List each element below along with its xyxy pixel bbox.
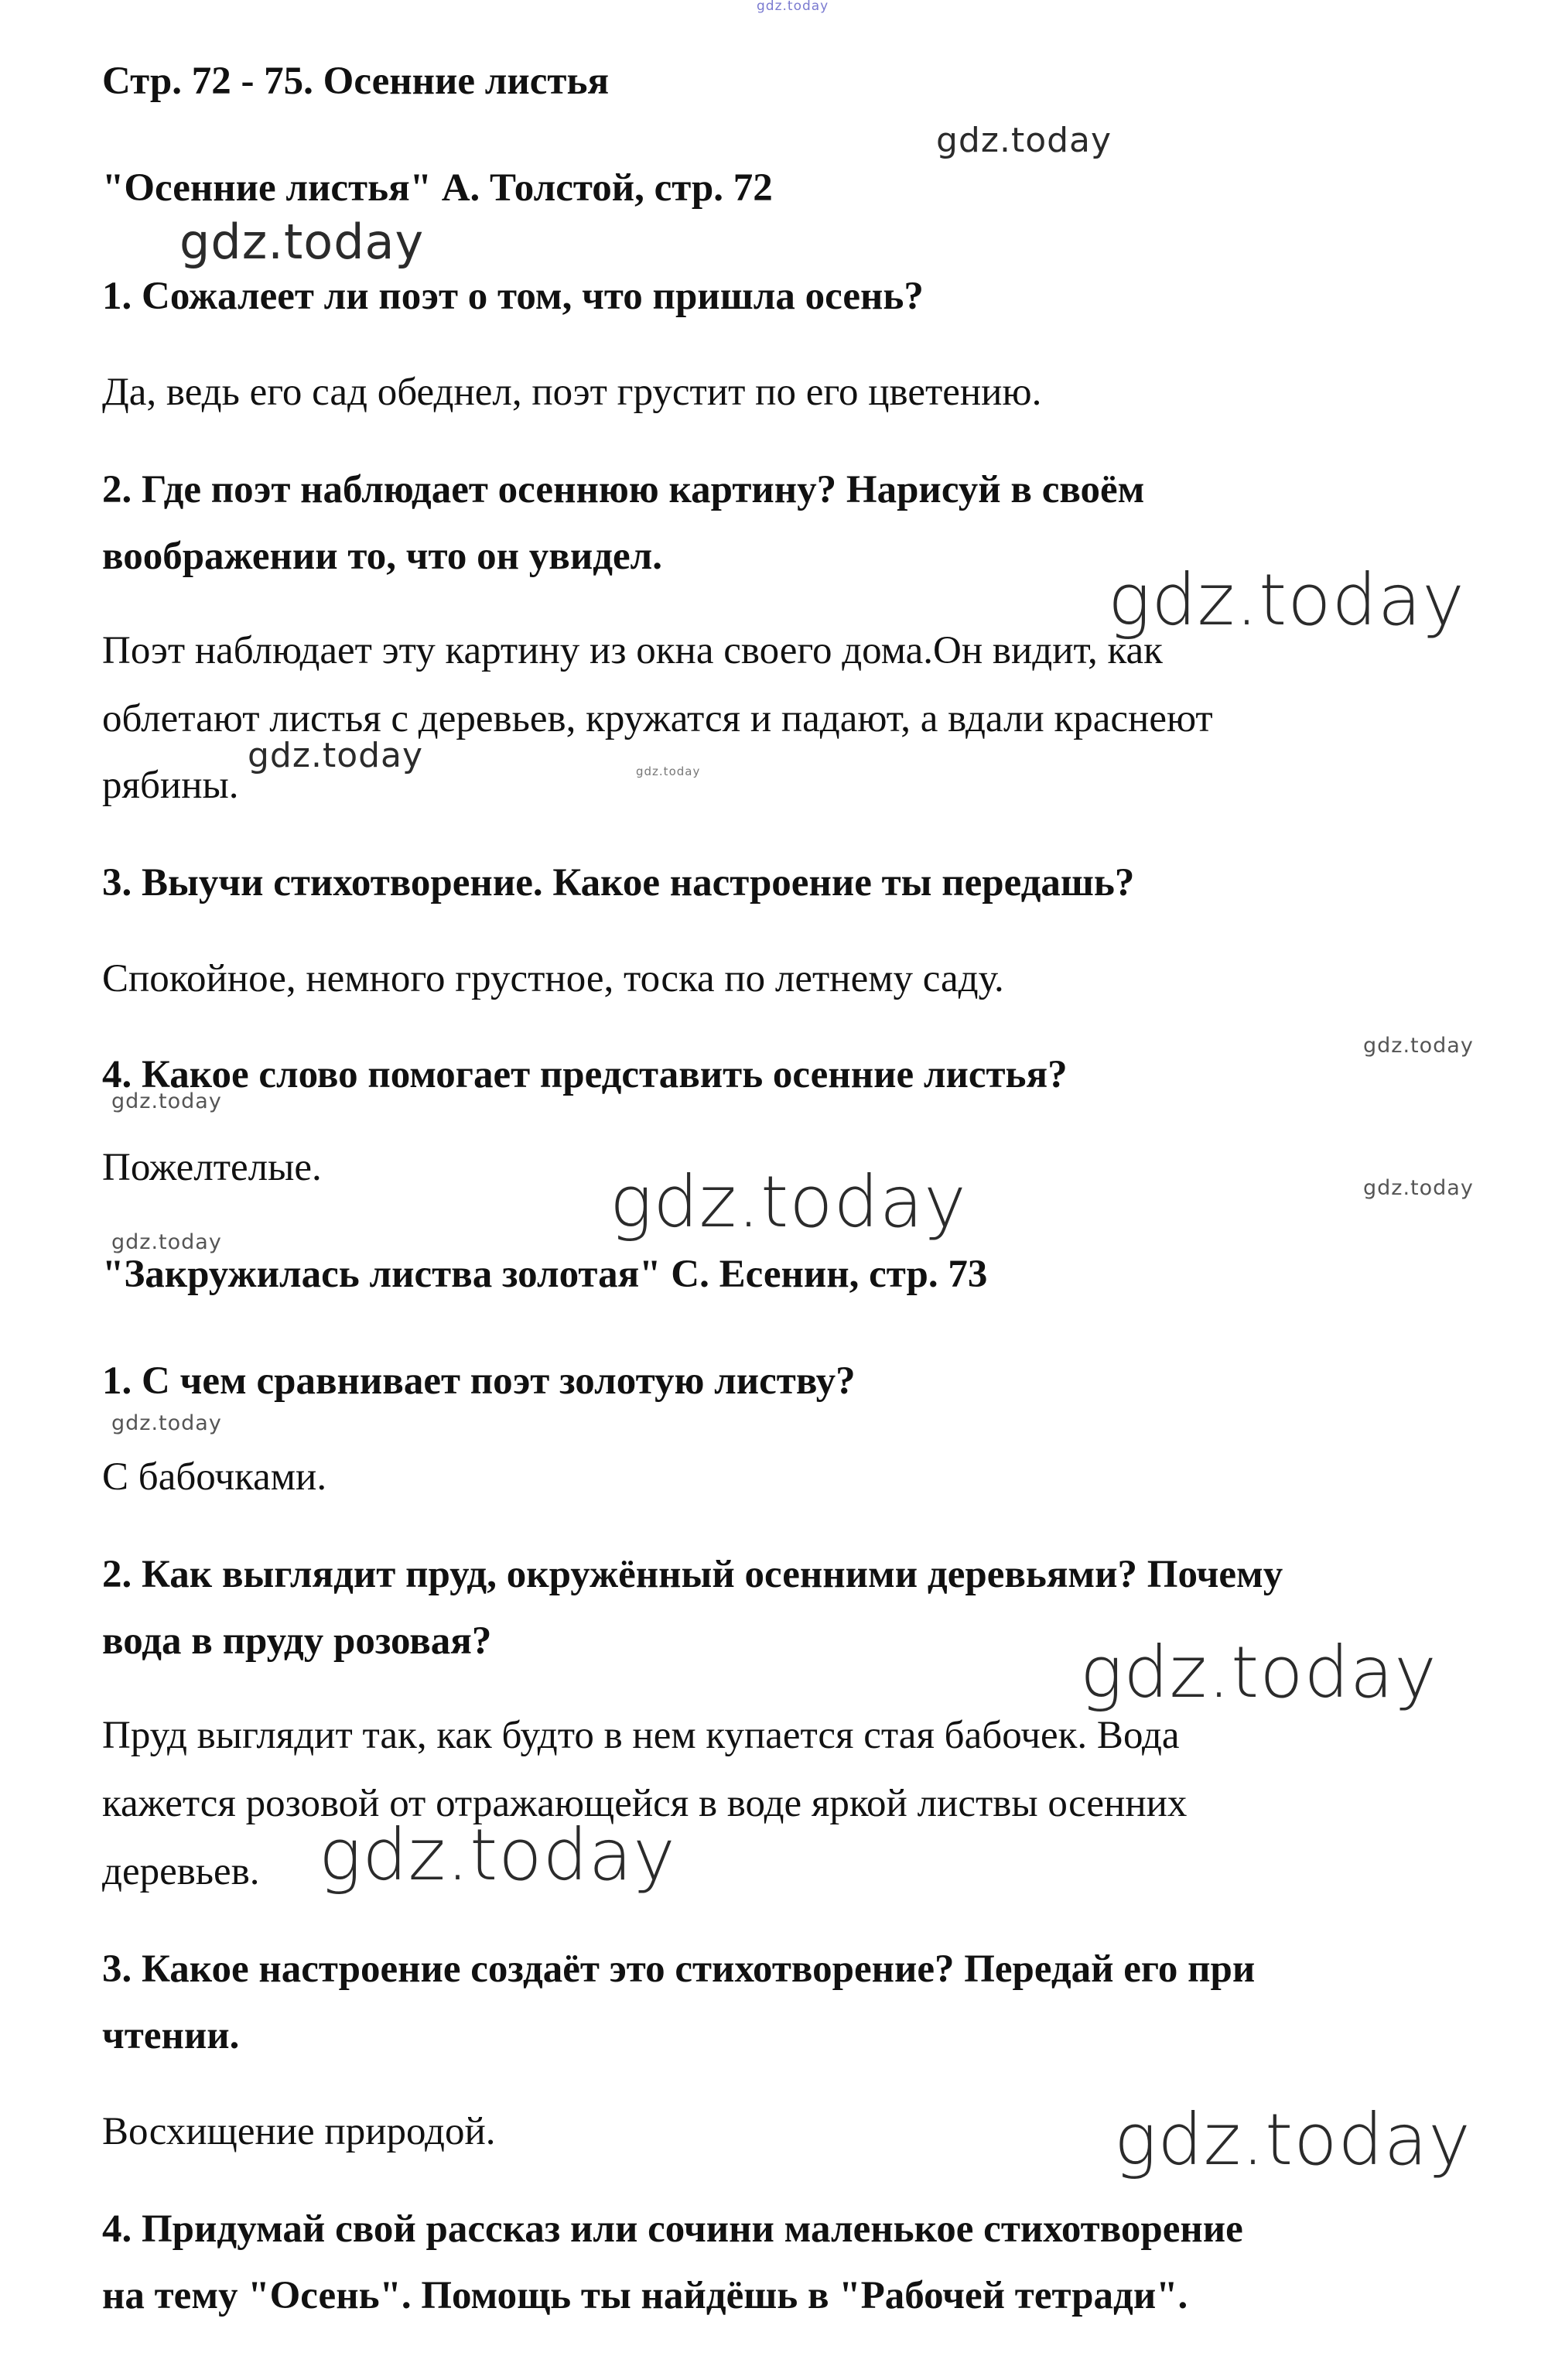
question: чтении. — [102, 2014, 240, 2057]
answer: Восхищение природой. — [102, 2110, 496, 2153]
answer: рябины. — [102, 764, 239, 807]
watermark: gdz.today — [248, 736, 424, 775]
watermark: gdz.today — [936, 121, 1112, 160]
answer: Пруд выглядит так, как будто в нем купается стая бабочек. Вода — [102, 1714, 1180, 1757]
question: 1. Сожалеет ли поэт о том, что пришла осень? — [102, 275, 924, 318]
answer: Да, ведь его сад обеднел, поэт грустит по его цветению. — [102, 371, 1042, 414]
answer: С бабочками. — [102, 1455, 327, 1499]
question: 1. С чем сравнивает поэт золотую листву? — [102, 1359, 856, 1403]
answer: облетают листья с деревьев, кружатся и падают, а вдали краснеют — [102, 697, 1213, 740]
question: 4. Придумай свой рассказ или сочини маленькое стихотворение — [102, 2207, 1243, 2251]
section-heading: "Закружилась листва золотая" С. Есенин, стр. 73 — [102, 1253, 988, 1296]
watermark: gdz.today — [319, 1814, 676, 1896]
answer: кажется розовой от отражающейся в воде яркой листвы осенних — [102, 1782, 1188, 1825]
watermark: gdz.today — [610, 1161, 967, 1243]
watermark: gdz.today — [636, 764, 701, 778]
question: 2. Как выглядит пруд, окружённый осенними деревьями? Почему — [102, 1553, 1283, 1596]
watermark: gdz.today — [179, 214, 425, 270]
watermark: gdz.today — [1080, 1631, 1437, 1714]
watermark-top: gdz.today — [757, 0, 829, 14]
question: вода в пруду розовая? — [102, 1619, 492, 1663]
watermark: gdz.today — [1363, 1176, 1474, 1200]
question: 3. Какое настроение создаёт это стихотворение? Передай его при — [102, 1947, 1256, 1991]
answer: Пожелтелые. — [102, 1146, 322, 1189]
answer: деревьев. — [102, 1850, 260, 1893]
watermark: gdz.today — [111, 1089, 222, 1113]
question: воображении то, что он увидел. — [102, 535, 663, 578]
question: 4. Какое слово помогает представить осенние листья? — [102, 1053, 1068, 1096]
question: на тему "Осень". Помощь ты найдёшь в "Рабочей тетради". — [102, 2274, 1188, 2317]
watermark: gdz.today — [111, 1411, 222, 1435]
watermark: gdz.today — [1114, 2098, 1471, 2181]
page-title: Стр. 72 - 75. Осенние листья — [102, 60, 610, 103]
watermark: gdz.today — [1108, 559, 1465, 641]
question: 2. Где поэт наблюдает осеннюю картину? Нарисуй в своём — [102, 468, 1145, 511]
watermark: gdz.today — [1363, 1034, 1474, 1058]
section-heading: "Осенние листья" А. Толстой, стр. 72 — [102, 166, 773, 210]
question: 3. Выучи стихотворение. Какое настроение ты передашь? — [102, 861, 1135, 904]
answer: Спокойное, немного грустное, тоска по летнему саду. — [102, 957, 1004, 1000]
answer: Поэт наблюдает эту картину из окна своего дома.Он видит, как — [102, 629, 1163, 672]
watermark: gdz.today — [111, 1230, 222, 1254]
